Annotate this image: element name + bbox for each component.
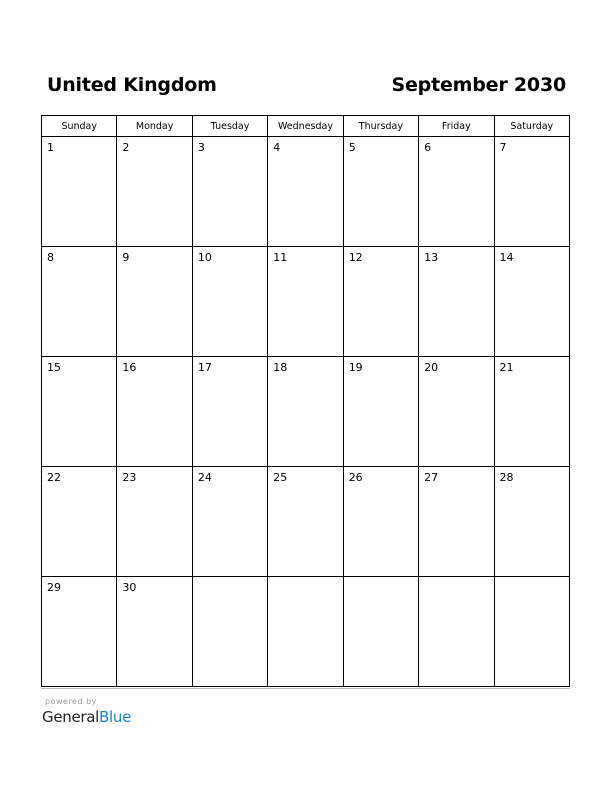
day-cell [494,357,569,467]
generalblue-logo[interactable] [42,708,131,726]
day-number: 8 [47,251,54,264]
day-number: 18 [273,361,288,374]
day-number: 15 [47,361,61,374]
day-cell [42,357,117,467]
calendar-grid [41,115,570,687]
day-number: 28 [499,471,514,484]
week-row-2 [42,247,570,357]
day-number [268,577,342,581]
day-number: 30 [122,581,137,594]
calendar-header [47,70,566,100]
weekday-thursday: Thursday [343,116,418,137]
day-cell [42,247,117,357]
day-number: 20 [424,361,439,374]
day-cell [117,577,192,687]
day-cell [117,357,192,467]
day-cell [419,357,494,467]
day-cell [343,467,418,577]
day-cell [494,577,569,687]
powered-by-text: powered by [45,697,97,706]
weekday-header-row [42,116,570,137]
week-row-1 [42,137,570,247]
day-number: 2 [122,141,130,154]
day-cell [343,577,418,687]
month-year-title: September 2030 [391,74,566,96]
day-number: 16 [122,361,137,374]
footer-divider [41,688,570,689]
day-number: 26 [348,471,363,484]
day-cell [494,467,569,577]
day-cell [42,577,117,687]
day-number: 5 [348,141,356,154]
day-number: 1 [47,141,54,154]
day-number: 12 [348,251,363,264]
week-row-3 [42,357,570,467]
day-cell [343,357,418,467]
week-row-4 [42,467,570,577]
day-number: 19 [348,361,363,374]
logo-text-blue: Blue [99,708,132,726]
weekday-monday: Monday [117,116,192,137]
day-cell [343,137,418,247]
day-cell [192,137,267,247]
day-cell [419,247,494,357]
weekday-wednesday: Wednesday [268,116,343,137]
day-number [344,577,418,581]
day-cell [494,247,569,357]
day-cell [192,467,267,577]
weekday-friday: Friday [419,116,494,137]
day-cell [117,137,192,247]
day-cell [343,247,418,357]
day-number: 10 [197,251,212,264]
day-number: 24 [197,471,212,484]
day-number: 27 [424,471,439,484]
day-number [193,577,267,581]
day-cell [268,577,343,687]
day-cell [192,577,267,687]
day-cell [192,247,267,357]
day-cell [42,137,117,247]
day-cell [42,467,117,577]
day-number: 29 [47,581,61,594]
day-cell [268,467,343,577]
day-number: 3 [197,141,205,154]
day-number: 25 [273,471,288,484]
weekday-saturday: Saturday [494,116,569,137]
day-number: 9 [122,251,130,264]
day-number: 4 [273,141,281,154]
day-cell [117,467,192,577]
day-number: 21 [499,361,514,374]
week-row-5 [42,577,570,687]
day-cell [117,247,192,357]
day-cell [268,137,343,247]
day-number [419,577,493,581]
day-cell [192,357,267,467]
day-cell [268,357,343,467]
day-cell [419,577,494,687]
day-cell [268,247,343,357]
country-title: United Kingdom [47,74,217,96]
day-number: 13 [424,251,439,264]
weekday-sunday: Sunday [42,116,117,137]
day-number: 14 [499,251,514,264]
day-cell [494,137,569,247]
day-number: 17 [197,361,212,374]
day-number [495,577,569,581]
day-number: 6 [424,141,432,154]
day-number: 22 [47,471,61,484]
day-number: 7 [499,141,507,154]
weekday-tuesday: Tuesday [192,116,267,137]
day-cell [419,137,494,247]
logo-text-general: General [42,708,100,726]
day-number: 11 [273,251,288,264]
day-cell [419,467,494,577]
day-number: 23 [122,471,137,484]
